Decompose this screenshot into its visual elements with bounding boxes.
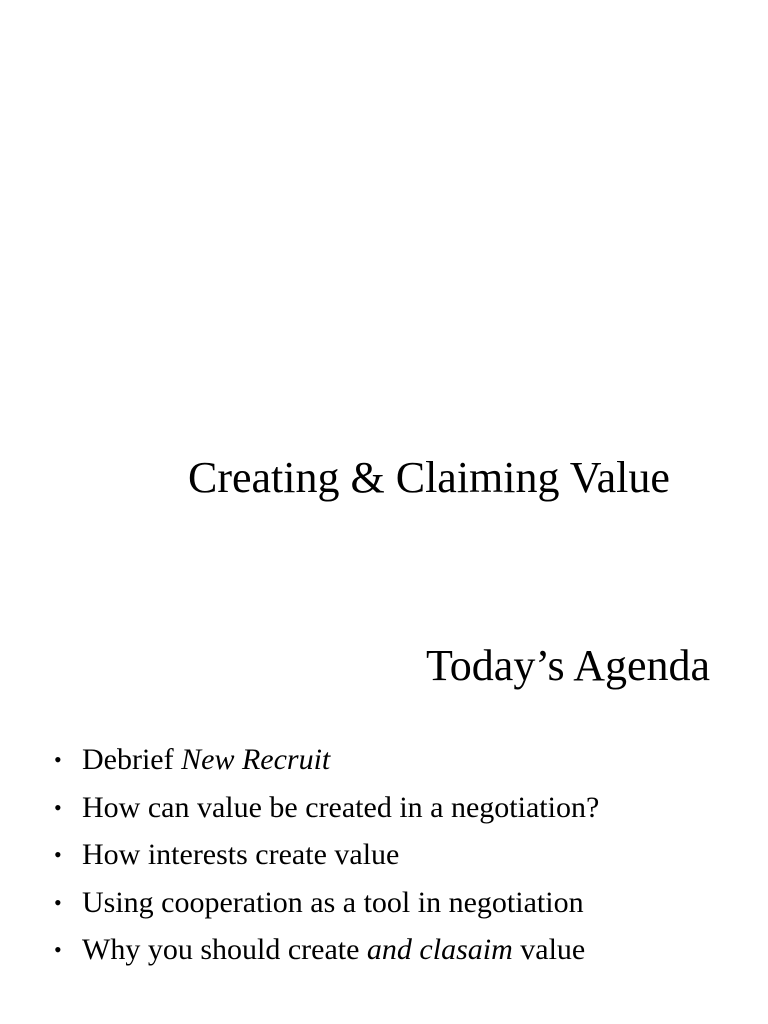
agenda-item-text: How can value be created in a negotiation?: [82, 790, 600, 824]
agenda-heading: Today’s Agenda: [426, 641, 711, 690]
agenda-item-text: Why you should create: [82, 933, 367, 966]
agenda-item-italic: New Recruit: [181, 743, 331, 776]
agenda-item: [54, 831, 599, 879]
agenda-item-text: Using cooperation as a tool in negotiation: [82, 885, 584, 919]
agenda-item-text-after: value: [512, 933, 586, 966]
agenda-item: [54, 926, 599, 974]
agenda-item-italic: and clasaim: [366, 933, 513, 966]
agenda-item: [54, 736, 599, 784]
bullet-icon: •: [54, 842, 62, 867]
bullet-icon: •: [54, 747, 62, 772]
agenda-item-text: How interests create value: [82, 838, 400, 871]
bullet-icon: •: [54, 937, 62, 962]
slide-title: Creating & Claiming Value: [188, 453, 670, 502]
bullet-icon: •: [54, 794, 62, 820]
bullet-icon: •: [54, 889, 62, 915]
agenda-list: [54, 736, 599, 974]
agenda-item: [54, 879, 599, 927]
agenda-item-text: Debrief: [82, 743, 182, 776]
agenda-item: [54, 784, 599, 832]
